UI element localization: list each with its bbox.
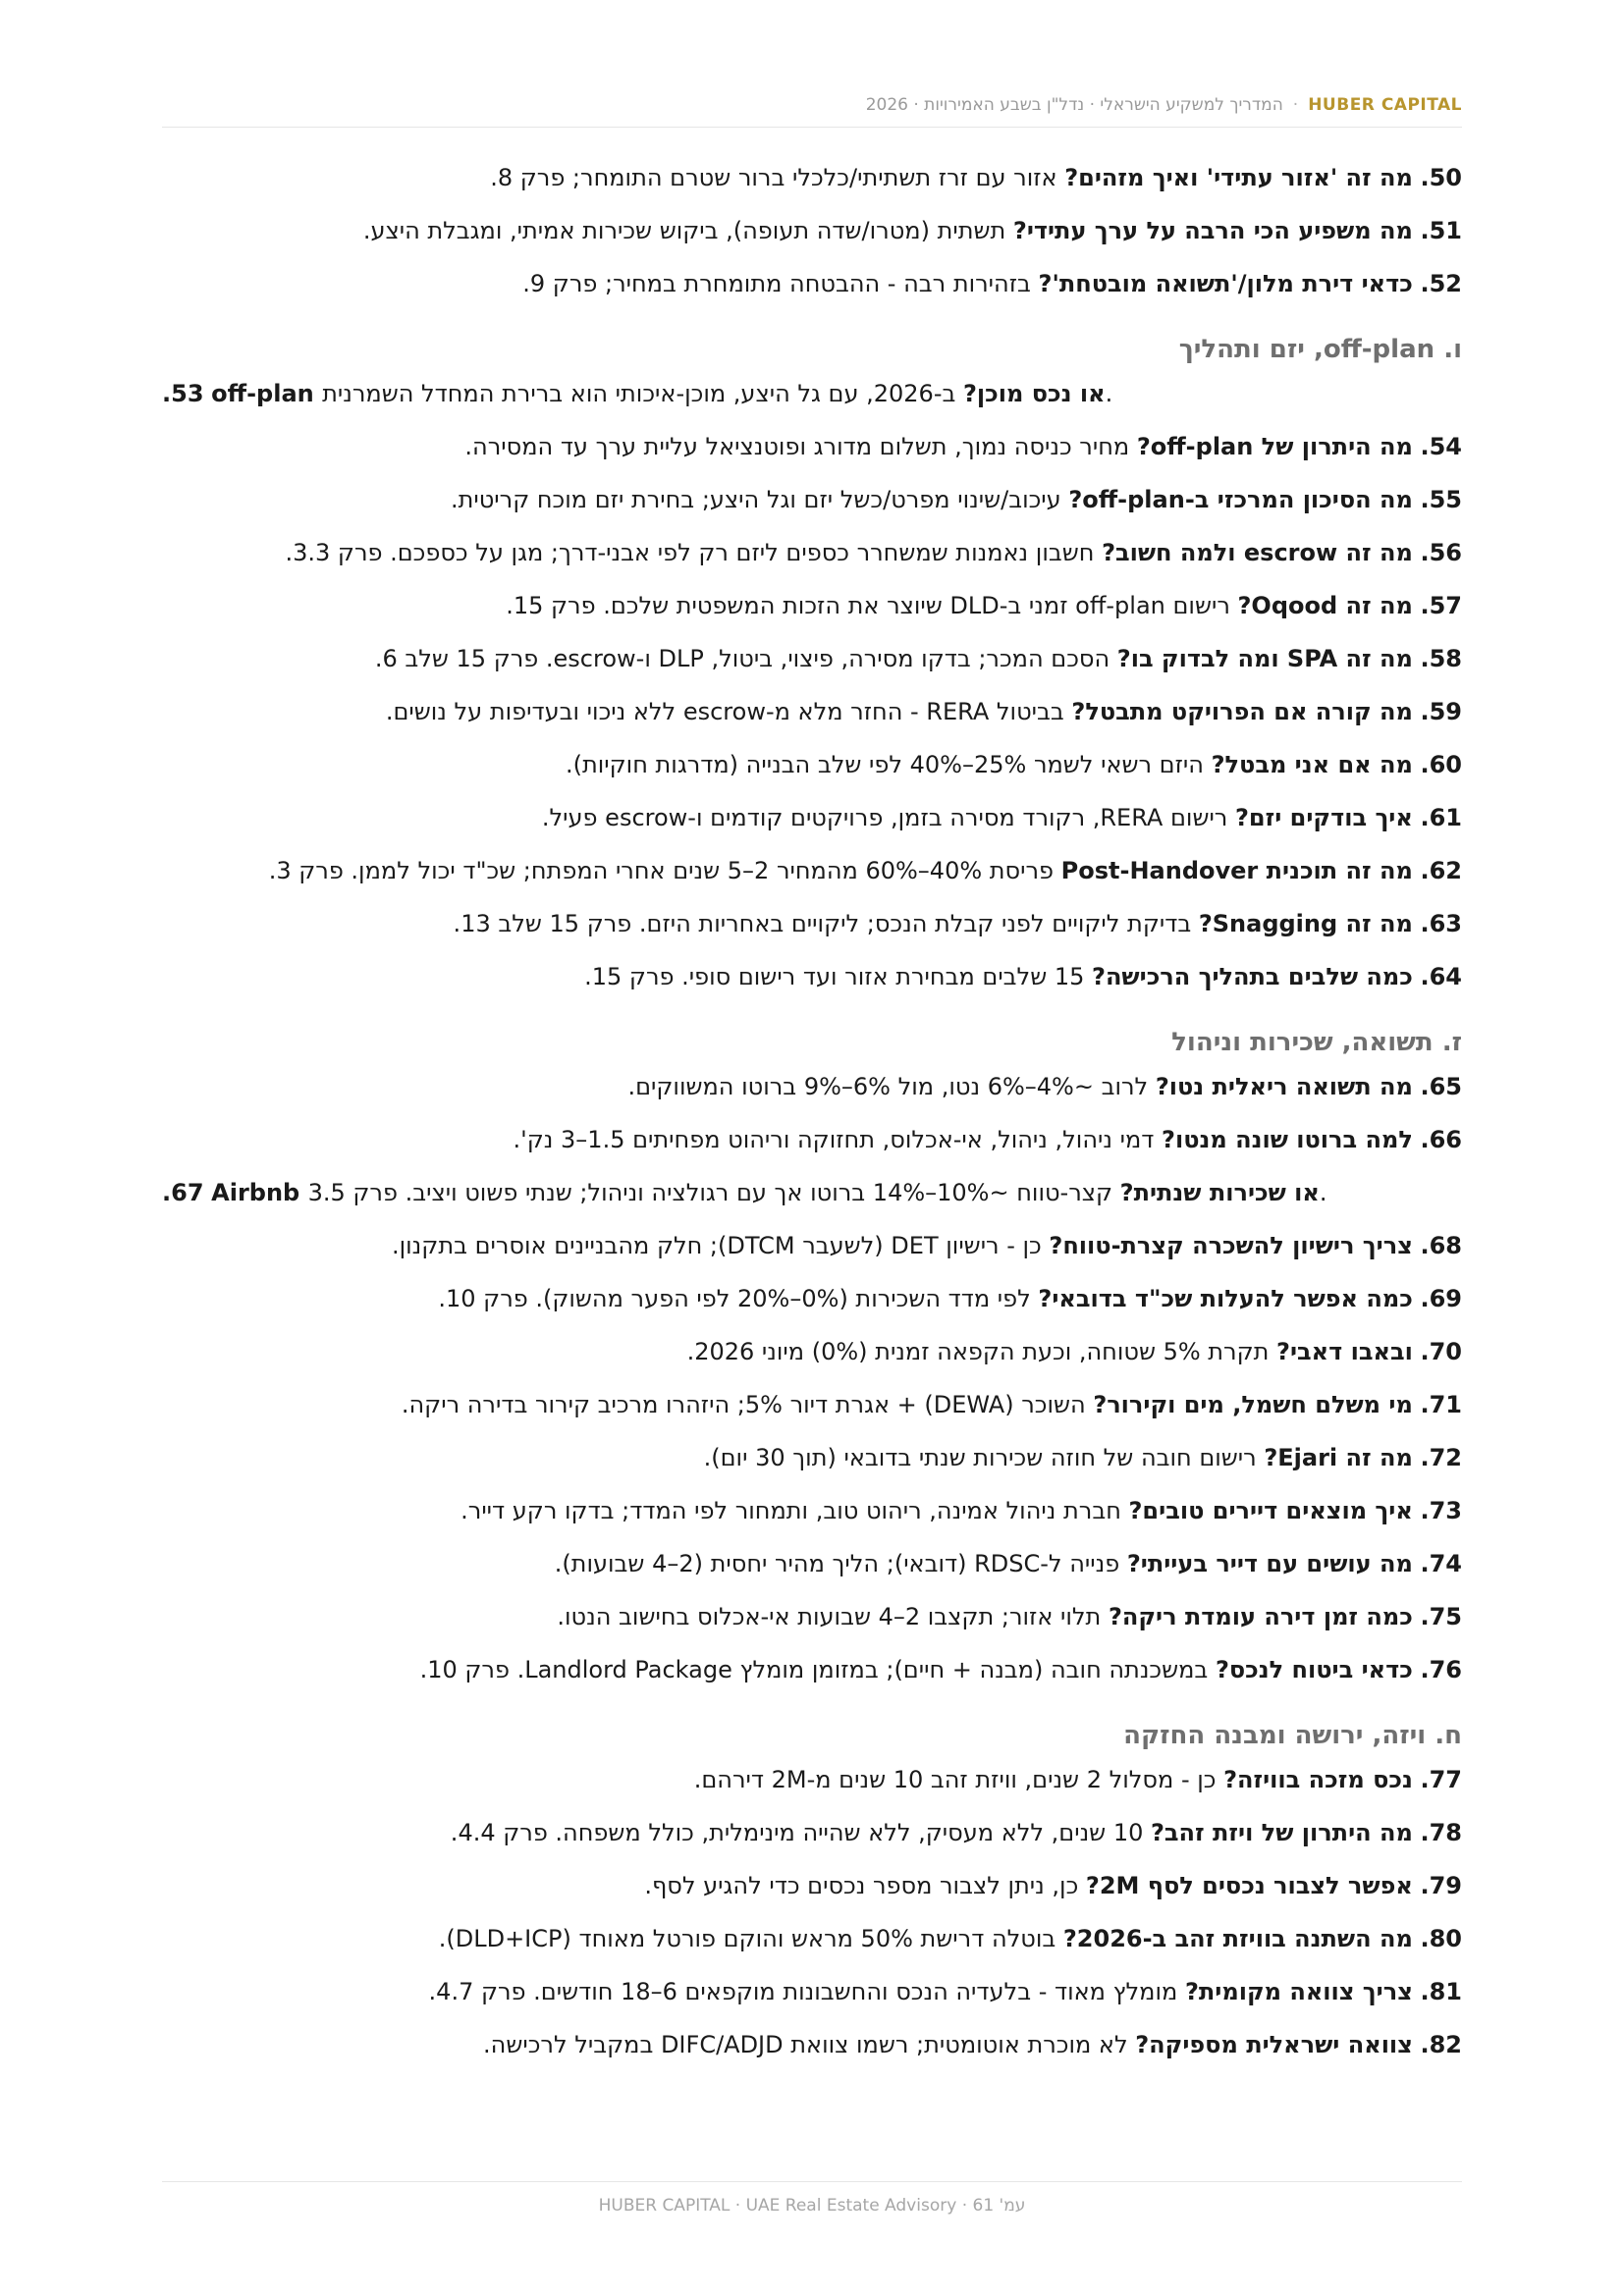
faq-item [162,484,1462,537]
faq-item [162,908,1462,961]
faq-question: כדאי ביטוח לנכס? [1215,1656,1413,1683]
faq-number: .73 [1420,1497,1462,1524]
faq-answer: לרוב ~4%–6% נטו, מול 6%–9% ברוטו המשווקים. [627,1073,1156,1100]
faq-item [162,378,1462,431]
faq-number: .69 [1420,1285,1462,1312]
faq-item [162,1817,1462,1870]
faq-number: .74 [1420,1550,1462,1577]
footer-page-number: עמ' 61 [972,2196,1026,2216]
faq-answer: תשתית (מטרו/שדה תעופה), ביקוש שכירות אמיתי, ומגבלת היצע. [362,217,1013,244]
faq-number: .65 [1420,1073,1462,1100]
faq-item [162,1283,1462,1336]
faq-question: מי משלם חשמל, מים וקירור? [1093,1391,1413,1418]
faq-question: כמה אפשר להעלות שכ"ד בדובאי? [1038,1285,1413,1312]
faq-answer: פנייה ל-RDSC (דובאי); הליך מהיר יחסית (2–4 שבועות). [554,1550,1127,1577]
faq-item [162,961,1462,1014]
faq-item [162,1870,1462,1923]
section-heading: ז. תשואה, שכירות וניהול [1171,1028,1462,1057]
faq-answer: כן - מסלול 2 שנים, וויזת זהב 10 שנים מ-2M דירהם. [693,1766,1224,1793]
faq-item [162,1230,1462,1283]
faq-item [162,1764,1462,1817]
faq-question: מה תשואה ריאלית נטו? [1155,1073,1413,1100]
faq-answer: קצר-טווח ~10%–14% ברוטו אך עם רגולציה וניהול; שנתי פשוט ויציב. פרק 3.5. [307,1179,1327,1206]
faq-item [162,1923,1462,1976]
faq-answer: עיכוב/שינוי מפרט/כשל יזם וגל היצע; בחירת יזם מוכח קריטית. [450,486,1069,513]
faq-answer: דמי ניהול, ניהול, אי-אכלוס, תחזוקה וריהוט מפחיתים 1.5–3 נק'. [513,1126,1163,1153]
faq-answer: פריסת 40%–60% מהמחיר 2–5 שנים אחרי המפתח; שכ"ד יכול לממן. פרק 3. [268,857,1061,884]
faq-question: Airbnb או שכירות שנתית? [211,1179,1320,1206]
faq-answer: חברת ניהול אמינה, ריהוט טוב, ותמחור לפי המדד; בדקו רקע דייר. [460,1497,1129,1524]
header-title: המדריך למשקיע הישראלי · נדל"ן בשבע האמירויות · 2026 [865,95,1283,115]
faq-answer: השוכר (DEWA) + אגרת דיור 5%; היזהרו מרכיב קירור בדירה ריקה. [401,1391,1094,1418]
faq-question: מה זה Snagging? [1198,910,1413,937]
faq-number: .75 [1420,1603,1462,1630]
faq-number: .67 [162,1179,204,1206]
faq-number: .72 [1420,1444,1462,1471]
faq-question: off-plan או נכס מוכן? [211,380,1106,407]
section-heading: ו. off-plan, יזם ותהליך [1178,335,1462,364]
faq-question: איך מוצאים דיירים טובים? [1128,1497,1413,1524]
faq-answer: ב-2026, עם גל היצע, מוכן-איכותי הוא ברירת המחדל השמרנית. [322,380,1113,407]
header-separator: · [1292,95,1299,115]
faq-answer: לא מוכרת אוטומטית; רשמו צוואת DIFC/ADJD במקביל לרכישה. [483,2031,1136,2058]
faq-number: .80 [1420,1925,1462,1952]
faq-answer: תלוי אזור; תקצבו 2–4 שבועות אי-אכלוס בחישוב הנטו. [557,1603,1109,1630]
faq-number: .54 [1420,433,1462,460]
faq-question: מה היתרון של ויזת זהב? [1151,1819,1413,1846]
faq-number: .56 [1420,539,1462,566]
faq-number: .77 [1420,1766,1462,1793]
faq-answer: רישום off-plan זמני ב-DLD שיוצר את הזכות המשפטית שלכם. פרק 15. [506,592,1238,619]
faq-number: .66 [1420,1126,1462,1153]
faq-question: צוואה ישראלית מספיקה? [1135,2031,1413,2058]
faq-item [162,1442,1462,1495]
faq-question: צריך רישיון להשכרה קצרת-טווח? [1049,1232,1413,1259]
faq-answer: הסכם המכר; בדקו מסירה, פיצוי, ביטול, DLP ו-escrow. פרק 15 שלב 6. [374,645,1117,672]
faq-answer: בדיקת ליקויים לפני קבלת הנכס; ליקויים באחריות היזם. פרק 15 שלב 13. [453,910,1199,937]
footer-separator: · [961,2196,968,2216]
faq-number: .55 [1420,486,1462,513]
faq-question: מה השתנה בוויזת זהב ב-2026? [1062,1925,1413,1952]
faq-answer: בזהירות רבה - ההבטחה מתומחרת במחיר; פרק 9. [522,270,1039,297]
faq-question: מה זה SPA ומה לבדוק בו? [1116,645,1413,672]
faq-question: נכס מזכה בוויזה? [1223,1766,1413,1793]
faq-item [162,1389,1462,1442]
faq-item [162,590,1462,643]
faq-answer: בוטלה דרישת 50% מראש והוקם פורטל מאוחד (DLD+ICP). [438,1925,1063,1952]
faq-answer: בביטול RERA - החזר מלא מ-escrow ללא ניכוי ובעדיפות על נושים. [385,698,1072,725]
faq-number: .76 [1420,1656,1462,1683]
faq-answer: מחיר כניסה נמוך, תשלום מדורג ופוטנציאל עליית ערך עד המסירה. [464,433,1137,460]
faq-number: .81 [1420,1978,1462,2005]
faq-question: איך בודקים יזם? [1234,804,1413,831]
page-header [162,95,1462,128]
faq-item [162,643,1462,696]
faq-number: .61 [1420,804,1462,831]
faq-item [162,802,1462,855]
faq-answer: 15 שלבים מבחירת אזור ועד רישום סופי. פרק 15. [584,963,1093,990]
faq-answer: לפי מדד השכירות (0%–20% לפי הפער מהשוק). פרק 10. [438,1285,1039,1312]
faq-question: מה קורה אם הפרויקט מתבטל? [1071,698,1413,725]
faq-question: מה אם אני מבטל? [1211,751,1413,778]
faq-item [162,1654,1462,1707]
page-footer [162,2181,1462,2216]
faq-number: .63 [1420,910,1462,937]
faq-item [162,1071,1462,1124]
faq-answer: חשבון נאמנות שמשחרר כספים ליזם רק לפי אבני-דרך; מגן על כספכם. פרק 3.3. [285,539,1103,566]
faq-question: כמה שלבים בתהליך הרכישה? [1092,963,1413,990]
faq-number: .58 [1420,645,1462,672]
faq-item [162,1495,1462,1548]
faq-number: .62 [1420,857,1462,884]
faq-answer: במשכנתה חובה (מבנה + חיים); במזומן מומלץ Landlord Package. פרק 10. [419,1656,1216,1683]
faq-answer: רישום חובה של חוזה שכירות שנתי בדובאי (תוך 30 יום). [703,1444,1265,1471]
faq-answer: רישום RERA, רקורד מסירה בזמן, פרויקטים קודמים ו-escrow פעיל. [541,804,1235,831]
faq-question: מה זה תוכנית Post-Handover [1060,857,1413,884]
faq-number: .70 [1420,1338,1462,1365]
faq-number: .82 [1420,2031,1462,2058]
faq-number: .52 [1420,270,1462,297]
faq-question: ובאבו דאבי? [1276,1338,1413,1365]
faq-item [162,855,1462,908]
faq-item [162,215,1462,268]
faq-question: מה עושים עם דייר בעייתי? [1126,1550,1413,1577]
faq-item [162,1548,1462,1601]
faq-question: כמה זמן דירה עומדת ריקה? [1108,1603,1413,1630]
faq-item [162,1976,1462,2029]
faq-item [162,537,1462,590]
faq-answer: היזם רשאי לשמר 25%–40% לפי שלב הבנייה (מדרגות חוקיות). [565,751,1212,778]
header-brand: HUBER CAPITAL [1308,95,1462,115]
faq-question: מה זה Oqood? [1237,592,1413,619]
faq-answer: אזור עם זרז תשתיתי/כלכלי ברור שטרם התומחר; פרק 8. [490,164,1065,191]
faq-item [162,268,1462,321]
faq-item [162,749,1462,802]
faq-answer: תקרת 5% שטוחה, וכעת הקפאה זמנית (0%) מיוני 2026. [686,1338,1277,1365]
faq-content [162,162,1462,2082]
faq-number: .68 [1420,1232,1462,1259]
faq-question: מה זה escrow ולמה חשוב? [1102,539,1413,566]
faq-item [162,1601,1462,1654]
faq-question: אפשר לצבור נכסים לסף 2M? [1085,1872,1413,1899]
faq-item [162,1336,1462,1389]
faq-item [162,431,1462,484]
faq-number: .71 [1420,1391,1462,1418]
faq-item [162,1177,1462,1230]
faq-question: למה ברוטו שונה מנטו? [1162,1126,1413,1153]
faq-item [162,2029,1462,2082]
faq-question: כדאי דירת מלון/'תשואה מובטחת'? [1038,270,1413,297]
faq-question: מה היתרון של off-plan? [1136,433,1413,460]
faq-number: .57 [1420,592,1462,619]
faq-item [162,696,1462,749]
faq-number: .78 [1420,1819,1462,1846]
faq-question: צריך צוואה מקומית? [1184,1978,1413,2005]
faq-answer: מומלץ מאוד - בלעדיה הנכס והחשבונות מוקפאים 6–18 חודשים. פרק 4.7. [428,1978,1185,2005]
faq-number: .59 [1420,698,1462,725]
faq-number: .53 [162,380,204,407]
faq-number: .60 [1420,751,1462,778]
faq-item [162,162,1462,215]
faq-question: מה משפיע הכי הרבה על ערך עתידי? [1012,217,1413,244]
faq-number: .50 [1420,164,1462,191]
faq-answer: כן, ניתן לצבור מספר נכסים כדי להגיע לסף. [644,1872,1086,1899]
faq-answer: כן - רישיון DET (לשעבר DTCM); חלק מהבניינים אוסרים בתקנון. [391,1232,1050,1259]
faq-answer: 10 שנים, ללא מעסיק, ללא שהייה מינימלית, כולל משפחה. פרק 4.4. [450,1819,1151,1846]
faq-number: .79 [1420,1872,1462,1899]
faq-item [162,1124,1462,1177]
footer-org: HUBER CAPITAL · UAE Real Estate Advisory [598,2196,957,2216]
section-heading: ח. ויזה, ירושה ומבנה החזקה [1123,1721,1462,1750]
faq-number: .64 [1420,963,1462,990]
faq-question: מה זה 'אזור עתידי' ואיך מזהים? [1064,164,1413,191]
faq-question: מה זה Ejari? [1264,1444,1413,1471]
faq-number: .51 [1420,217,1462,244]
faq-question: מה הסיכון המרכזי ב-off-plan? [1068,486,1413,513]
